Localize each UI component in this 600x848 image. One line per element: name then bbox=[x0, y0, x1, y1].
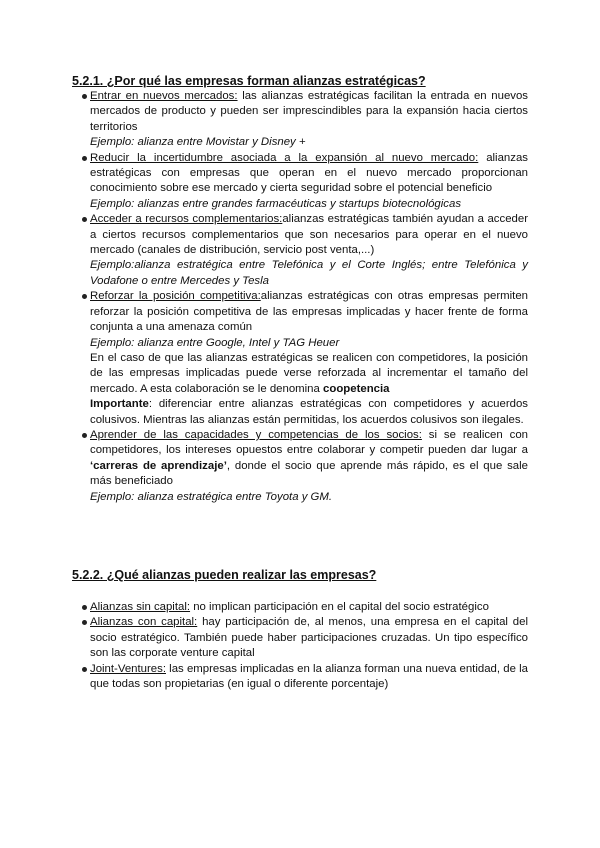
alliance-types-list bbox=[90, 600, 528, 692]
reasons-list bbox=[90, 89, 528, 505]
item-text: las alianzas estratégicas facilitan la entrada en nuevos mercados de producto y pueden ser imprescindibles para la expansión hacia ciertos territorios bbox=[90, 90, 529, 133]
item-text: alianzas estratégicas con otras empresas permiten reforzar la posición competitiva de las empresas implicadas y hacer frente de forma conjunta a una amenaza común bbox=[90, 290, 528, 334]
item-example: Ejemplo:alianza estratégica entre Telefónica y el Corte Inglés; entre Telefónica y Vodafone o entre Mercedes y Tesla bbox=[90, 259, 528, 287]
item-example: Ejemplo: alianza estratégica entre Toyota y GM. bbox=[90, 490, 333, 503]
item-example: Ejemplo: alianza entre Google, Intel y TAG Heuer bbox=[90, 336, 340, 349]
item-text: si se realicen con competidores, los intereses opuestos entre colaborar y competir pueden dar lugar a bbox=[90, 428, 528, 457]
item-title: Aprender de las capacidades y competencias de los socios: bbox=[90, 428, 422, 441]
list-item bbox=[90, 600, 528, 615]
note-text: : diferenciar entre alianzas estratégicas con competidores y acuerdos colusivos. Mientras las alianzas están permitidas, los acuerdos colusivos son ilegales. bbox=[90, 398, 528, 426]
item-title: Joint-Ventures: bbox=[90, 662, 166, 675]
item-text: alianzas estratégicas con empresas que operan en el nuevo mercado proporcionan conocimiento sobre ese mercado y cierta seguridad sobre el potencial beneficio bbox=[90, 151, 528, 195]
item-text: las empresas implicadas en la alianza forman una nueva entidad, de la que todas son propietarias (en igual o diferente porcentaje) bbox=[90, 662, 528, 691]
list-item bbox=[90, 428, 528, 505]
list-item bbox=[90, 615, 528, 661]
item-text: no implican participación en el capital del socio estratégico bbox=[190, 601, 489, 613]
item-example: Ejemplo: alianza entre Movistar y Disney + bbox=[90, 136, 306, 149]
note-label: Importante bbox=[90, 398, 149, 411]
item-title: Alianzas con capital: bbox=[90, 616, 198, 629]
list-item bbox=[90, 89, 528, 151]
item-title: Acceder a recursos complementarios: bbox=[90, 213, 283, 226]
item-text-end: , donde el socio que aprende más rápido, es el que sale más beneficiado bbox=[90, 459, 528, 488]
list-item bbox=[90, 212, 528, 289]
item-title: Reducir la incertidumbre asociada a la expansión al nuevo mercado: bbox=[90, 151, 479, 164]
item-title: Entrar en nuevos mercados: bbox=[90, 90, 238, 102]
section-heading-alliance-types: 5.2.2. ¿Qué alianzas pueden realizar las empresas? bbox=[72, 568, 377, 582]
section-heading-why-alliances: 5.2.1. ¿Por qué las empresas forman alianzas estratégicas? bbox=[72, 74, 426, 88]
item-note bbox=[90, 397, 528, 428]
item-extra-paragraph bbox=[90, 351, 528, 397]
item-text: alianzas estratégicas también ayudan a acceder a ciertos recursos complementarios que son necesarios para operar en el nuevo mercado (canales de distribución, servicio post venta,...) bbox=[90, 213, 528, 257]
item-text: hay participación de, al menos, una empresa en el capital del socio estratégico. También puede haber participaciones cruzadas. Un tipo específico son las corporate venture capital bbox=[90, 616, 529, 660]
item-title: Reforzar la posición competitiva: bbox=[90, 290, 261, 303]
item-example: Ejemplo: alianzas entre grandes farmacéuticas y startups biotecnológicas bbox=[90, 197, 462, 210]
list-item bbox=[90, 662, 528, 693]
list-item bbox=[90, 151, 528, 213]
extra-bold-term: coopetencia bbox=[323, 382, 390, 395]
list-item bbox=[90, 289, 528, 428]
extra-text: En el caso de que las alianzas estratégicas se realicen con competidores, la posición de las empresas implicadas puede verse reforzada al incrementar el tamaño del mercado. A esta colaboración se le denomina bbox=[90, 351, 528, 395]
item-bold-term: ‘carreras de aprendizaje’ bbox=[90, 459, 227, 472]
item-title: Alianzas sin capital: bbox=[90, 601, 191, 613]
